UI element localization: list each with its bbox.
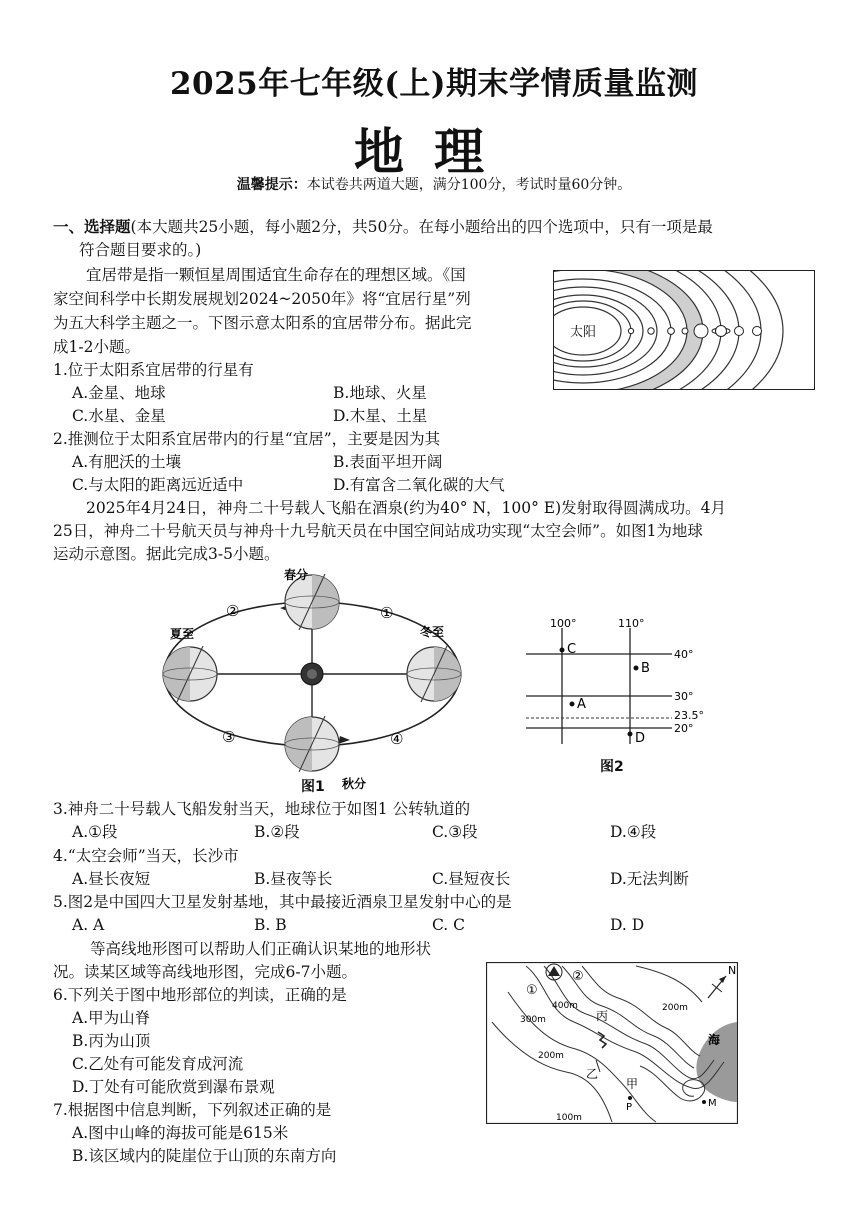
planet-mercury [628,328,633,333]
question-5-option-b[interactable]: B. B [254,916,287,934]
question-2-stem: 2.推测位于太阳系宜居带内的行星“宜居”，主要是因为其 [53,430,441,448]
planet-mars [682,328,688,334]
question-1-option-c[interactable]: C.水星、金星 [72,407,166,425]
label-summer-solstice: 夏至 [170,627,195,641]
planet-uranus [735,327,744,336]
figure-2-caption: 图2 [600,759,624,775]
lon-label-110: 110° [618,617,645,630]
question-5-stem: 5.图2是中国四大卫星发射基地，其中最接近酒泉卫星发射中心的是 [53,893,512,911]
question-3-stem: 3.神舟二十号载人飞船发射当天，地球位于如图1 公转轨道的 [53,800,471,818]
question-6-option-c[interactable]: C.乙处有可能发育成河流 [72,1055,244,1073]
point-c-label: C [567,642,577,657]
passage3-line: 况。读某区域等高线地形图，完成6-7小题。 [53,963,357,981]
question-4-option-a[interactable]: A.昼长夜短 [72,870,151,888]
question-2-option-c[interactable]: C.与太阳的距离远近适中 [72,476,244,494]
figure-border [487,963,738,1124]
point-d [628,732,633,737]
figure-2-launch-sites [520,616,720,776]
orbit-arrow [338,736,350,744]
question-6-stem: 6.下列关于图中地形部位的判读，正确的是 [53,986,347,1004]
question-6-option-d[interactable]: D.丁处有可能欣赏到瀑布景观 [72,1078,275,1096]
label-bing: 丙 [596,1009,609,1023]
question-3-option-a[interactable]: A.①段 [72,823,118,841]
question-4-option-c[interactable]: C.昼短夜长 [432,870,511,888]
north-label: N [728,964,737,977]
label-spring-equinox: 春分 [284,568,309,582]
passage3-line: 等高线地形图可以帮助人们正确认识某地的地形状 [90,940,432,958]
label-p: P [626,1102,633,1113]
question-2-option-d[interactable]: D.有富含二氧化碳的大气 [333,476,505,494]
question-7-stem: 7.根据图中信息判断，下列叙述正确的是 [53,1101,332,1119]
segment-2-label: ② [226,602,240,620]
question-3-option-c[interactable]: C.③段 [432,823,478,841]
subject-title: 地理 [354,122,514,181]
passage1-line: 家空间科学中长期发展规划2024~2050年》将“宜居行星”列 [53,290,471,308]
contour-label-200m-top: 200m [662,1003,688,1013]
passage2-line: 2025年4月24日，神舟二十号载人飞船在酒泉(约为40° N，100° E)发射取得圆满成功。4月 [86,499,727,517]
sun-label: 太阳 [569,325,597,340]
label-winter-solstice: 冬至 [420,625,445,639]
label-jia: 甲 [626,1077,639,1091]
question-4-stem: 4.“太空会师”当天，长沙市 [53,847,239,865]
segment-3-label: ③ [222,728,236,746]
question-5-option-c[interactable]: C. C [432,916,466,934]
point-b [634,666,639,671]
tip-text: 本试卷共两道大题，满分100分，考试时量60分钟。 [306,177,632,193]
question-4-option-b[interactable]: B.昼夜等长 [254,870,333,888]
point-b-label: B [641,661,650,676]
label-autumn-equinox: 秋分 [342,777,367,791]
question-5-option-a[interactable]: A. A [72,916,105,934]
question-1-option-a[interactable]: A.金星、地球 [72,384,166,402]
question-2-option-a[interactable]: A.有肥沃的土壤 [72,453,182,471]
segment-1-label: ① [380,604,394,622]
question-1-stem: 1.位于太阳系宜居带的行星有 [53,361,254,379]
question-6-option-b[interactable]: B.丙为山顶 [72,1032,151,1050]
label-yi: 乙 [586,1067,599,1081]
segment-4-label: ④ [390,730,404,748]
lat-label-40: 40° [674,648,694,661]
question-1-option-d[interactable]: D.木星、土星 [333,407,428,425]
planet-venus [648,328,654,334]
point-c [560,648,565,653]
question-6-option-a[interactable]: A.甲为山脊 [72,1009,151,1027]
section-one-heading [53,215,823,262]
point-m [702,1100,706,1104]
exam-tip [0,174,868,194]
point-p [628,1096,632,1100]
lon-label-100: 100° [550,617,577,630]
planet-saturn [716,326,727,337]
passage1-line: 成1-2小题。 [53,338,140,356]
section-one-instruction-cont: 符合题目要求的。) [79,241,202,259]
question-3-option-d[interactable]: D.④段 [610,823,657,841]
question-3-option-b[interactable]: B.②段 [254,823,300,841]
tip-label: 温馨提示： [236,177,307,193]
point-a [570,702,575,707]
label-two: ② [572,969,584,984]
contour-label-400m: 400m [552,1001,578,1011]
label-one: ① [526,983,538,998]
point-d-label: D [635,731,646,746]
section-one-instruction: (本大题共25小题，每小题2分，共50分。在每小题给出的四个选项中，只有一项是最 [130,218,713,236]
lat-label-20: 20° [674,722,694,735]
question-2-option-b[interactable]: B.表面平坦开阔 [333,453,443,471]
question-5-option-d[interactable]: D. D [610,916,645,934]
figure-1-caption: 图1 [301,779,325,795]
lat-label-23-5: 23.5° [674,709,704,722]
figure-1-earth-revolution [150,566,480,802]
contour-label-200m: 200m [538,1051,564,1061]
question-1-option-b[interactable]: B.地球、火星 [333,384,427,402]
habitable-zone-figure [553,270,815,390]
label-m: M [708,1098,717,1109]
contour-map-figure [486,962,738,1124]
contour-label-100m: 100m [556,1113,582,1123]
exam-title: 2025年七年级(上)期末学情质量监测 [169,66,699,102]
question-4-option-d[interactable]: D.无法判断 [610,870,689,888]
passage1-line: 为五大科学主题之一。下图示意太阳系的宜居带分布。据此完 [53,314,472,332]
passage2-line: 25日，神舟二十号航天员与神舟十九号航天员在中国空间站成功实现“太空会师”。如图1为地球 [53,522,703,540]
point-a-label: A [577,697,586,712]
lat-label-30: 30° [674,690,694,703]
question-7-option-a[interactable]: A.图中山峰的海拔可能是615米 [72,1124,289,1142]
sea-label: 海 [708,1033,721,1047]
question-7-option-b[interactable]: B.该区域内的陡崖位于山顶的东南方向 [72,1147,337,1165]
planet-jupiter [694,324,708,338]
planet-earth [668,328,675,335]
contour-label-300m: 300m [520,1015,546,1025]
passage2-line: 运动示意图。据此完成3-5小题。 [53,545,280,563]
passage1-line: 宜居带是指一颗恒星周围适宜生命存在的理想区域。《国 [86,266,466,284]
planet-neptune [753,327,762,336]
section-one-label: 一、选择题 [53,217,131,236]
